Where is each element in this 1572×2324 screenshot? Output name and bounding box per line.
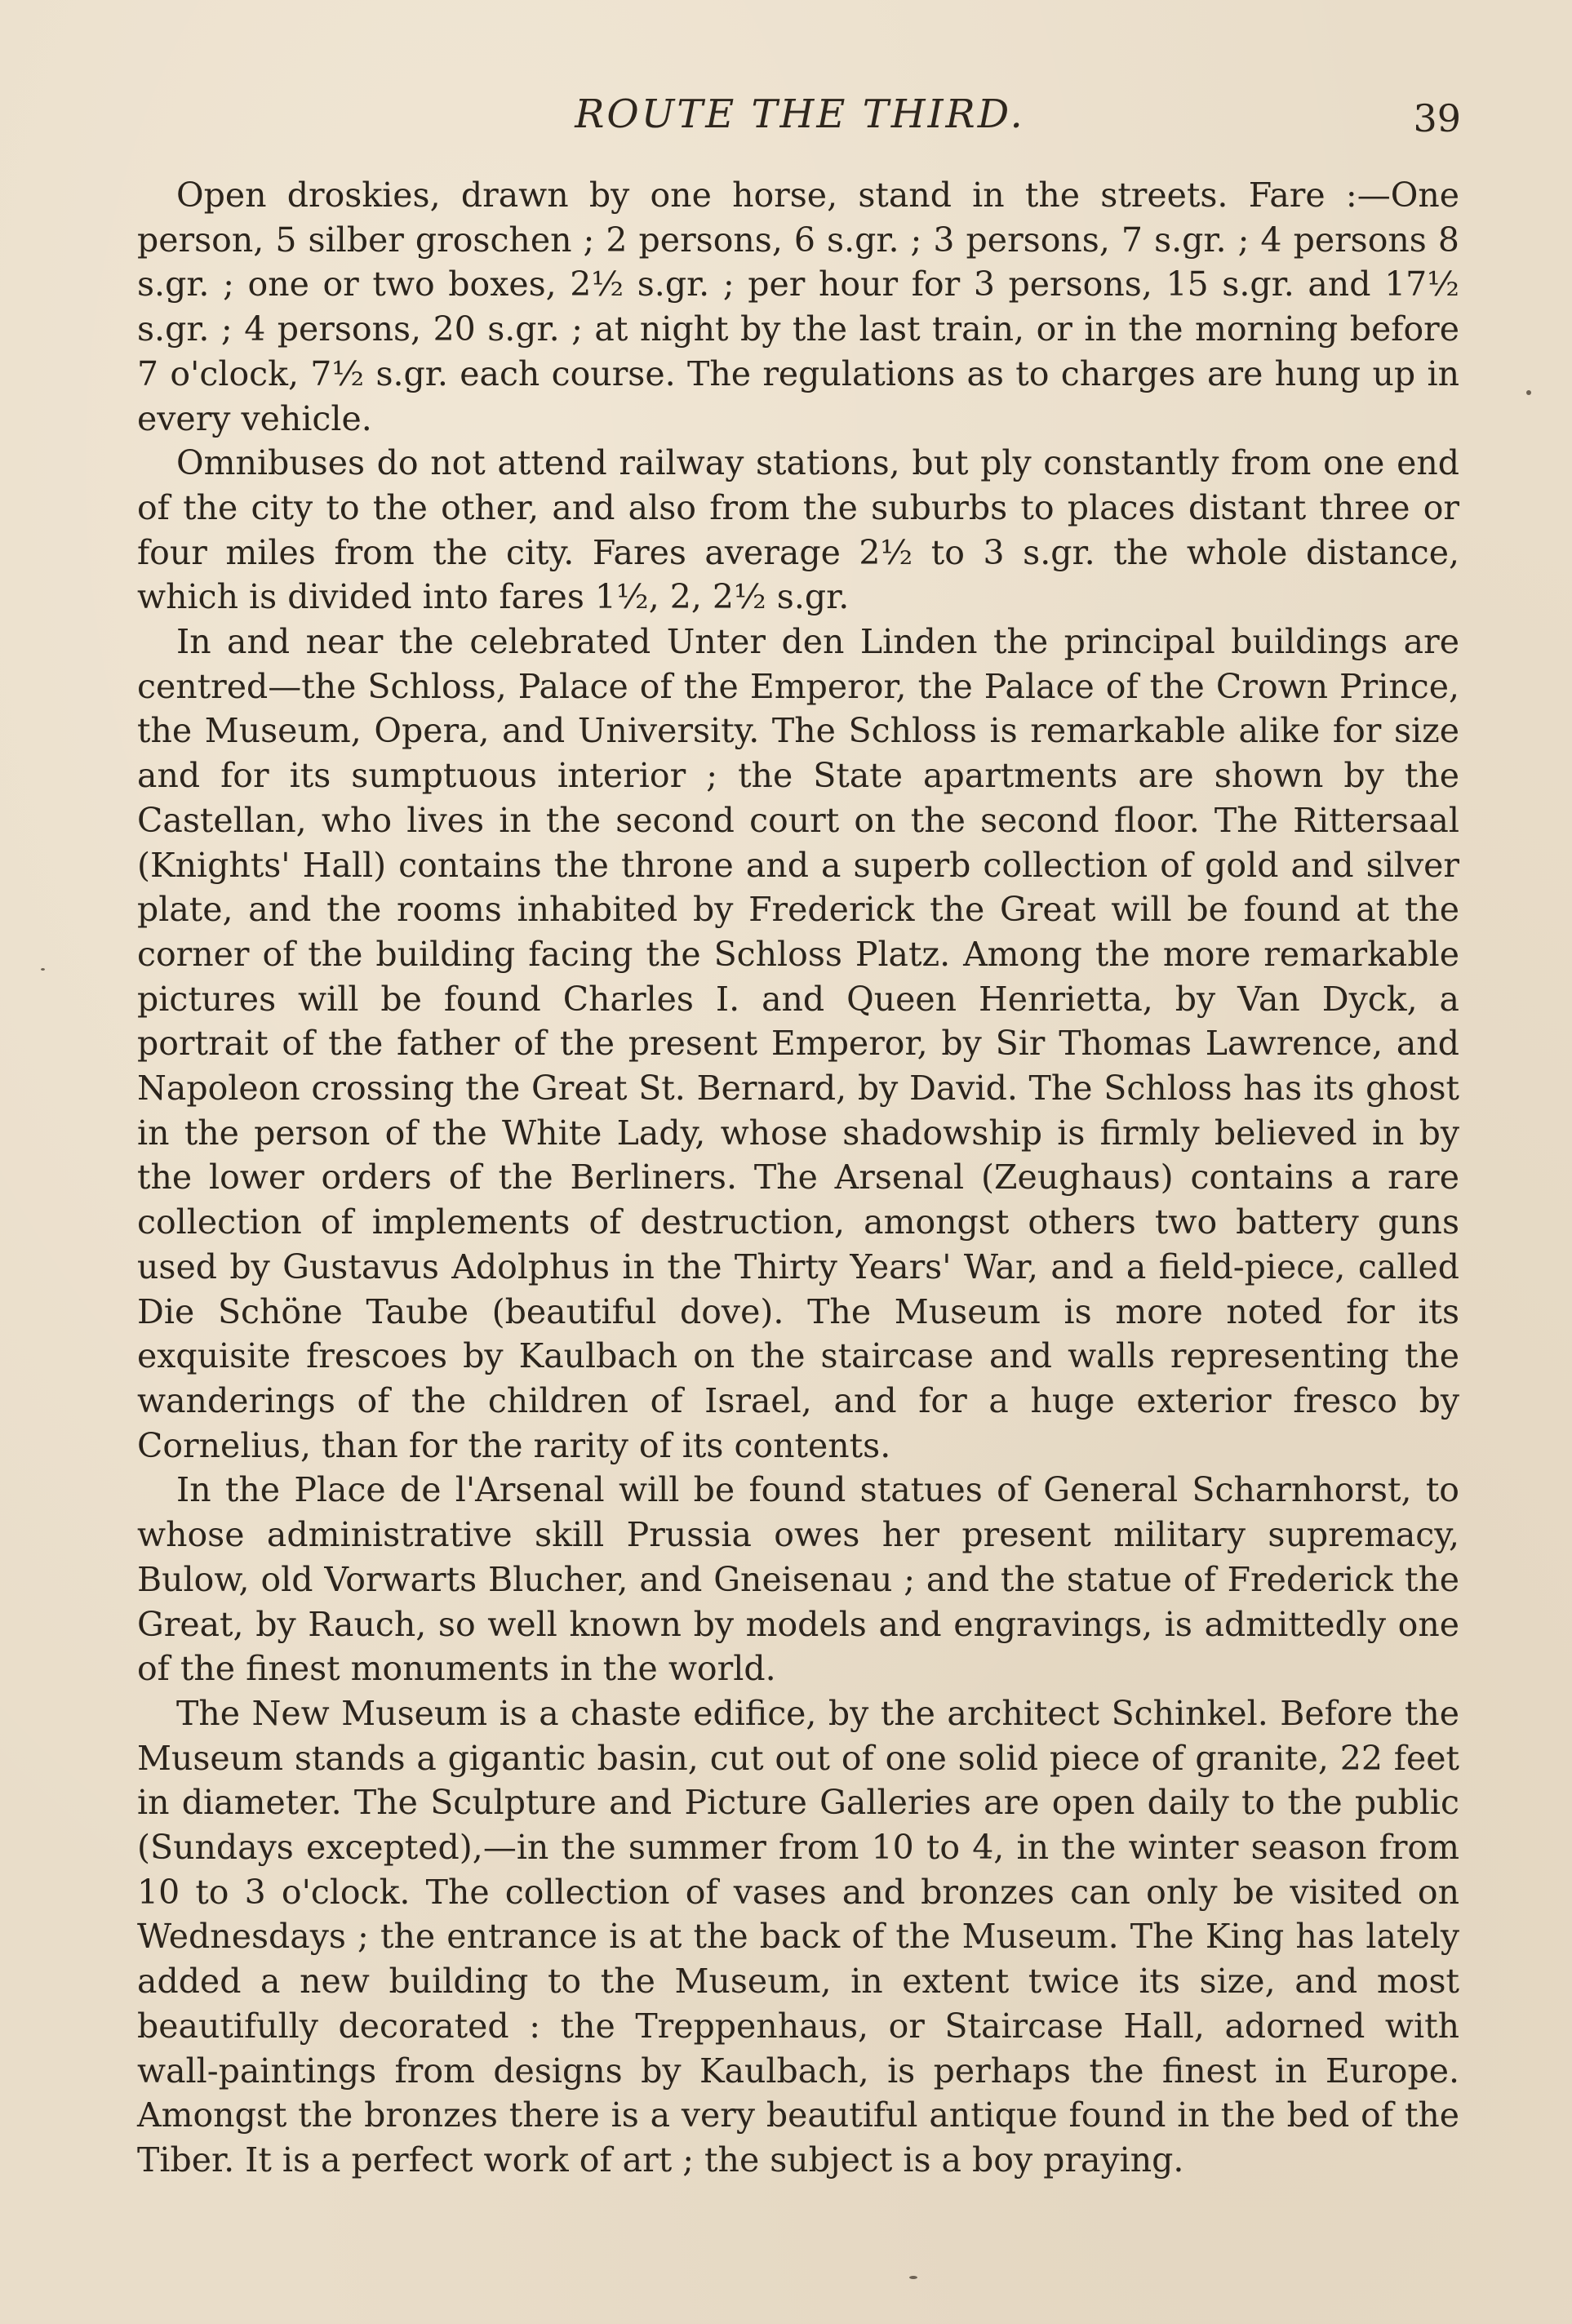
paper-speck <box>909 2276 917 2279</box>
paragraph-new-museum: The New Museum is a chaste edifice, by the architect Schinkel. Before the Museum stands a gigantic basin, cut out of one solid piece of granite, 22 feet in diameter. The Sculpture and Picture Galleries are open daily to the public (Sundays excepted),—in the summer from 10 to 4, in the winter season from 10 to 3 o'clock. The collection of vases and bronzes can only be visited on Wednesdays ; the entrance is at the back of the Museum. The King has lately added a new building to the Museum, in extent twice its size, and most beautifully decorated : the Treppenhaus, or Staircase Hall, adorned with wall-paintings from designs by Kaulbach, is perhaps the finest in Europe. Amongst the bronzes there is a very beautiful antique found in the bed of the Tiber. It is a perfect work of art ; the subject is a boy praying. <box>137 1693 1459 2180</box>
paragraph-unter-den-linden: In and near the celebrated Unter den Linden the principal buildings are centred—the Schloss, Palace of the Emperor, the Palace of the Crown Prince, the Museum, Opera, and University. The Schloss is remarkable alike for size and for its sumptuous interior ; the State apartments are shown by the Castellan, who lives in the second court on the second floor. The Rittersaal (Knights' Hall) contains the throne and a superb collection of gold and silver plate, and the rooms inhabited by Frederick the Great will be found at the corner of the building facing the Schloss Platz. Among the more remarkable pictures will be found Charles I. and Queen Henrietta, by Van Dyck, a portrait of the father of the present Emperor, by Sir Thomas Lawrence, and Napoleon crossing the Great St. Bernard, by David. The Schloss has its ghost in the person of the White Lady, whose shadowship is firmly believed in by the lower orders of the Berliners. The Arsenal (Zeughaus) contains a rare collection of implements of destruction, amongst others two battery guns used by Gustavus Adolphus in the Thirty Years' War, and a field-piece, called Die Schöne Taube (beautiful dove). The Museum is more noted for its exquisite frescoes by Kaulbach on the staircase and walls representing the wanderings of the children of Israel, and for a huge exterior fresco by Cornelius, than for the rarity of its contents. <box>137 622 1459 1465</box>
paper-speck <box>1526 390 1531 395</box>
paragraph-droskies: Open droskies, drawn by one horse, stand in the streets. Fare :—One person, 5 silber groschen ; 2 persons, 6 s.gr. ; 3 persons, 7 s.gr. ; 4 persons 8 s.gr. ; one or two boxes, 2½ s.gr. ; per hour for 3 persons, 15 s.gr. and 17½ s.gr. ; 4 persons, 20 s.gr. ; at night by the last train, or in the morning before 7 o'clock, 7½ s.gr. each course. The regulations as to charges are hung up in every vehicle. <box>137 176 1459 438</box>
body-text <box>137 173 1459 2183</box>
running-head <box>139 91 1461 149</box>
running-title: ROUTE THE THIRD. <box>575 91 1025 137</box>
page-number: 39 <box>1413 96 1461 140</box>
paper-speck <box>41 968 45 971</box>
paragraph-omnibuses: Omnibuses do not attend railway stations, but ply constantly from one end of the city to the other, and also from the suburbs to places distant three or four miles from the city. Fares average 2½ to 3 s.gr. the whole distance, which is divided into fares 1½, 2, 2½ s.gr. <box>137 443 1459 617</box>
paragraph-place-de-larsenal: In the Place de l'Arsenal will be found statues of General Scharnhorst, to whose administrative skill Prussia owes her present military supremacy, Bulow, old Vorwarts Blucher, and Gneisenau ; and the statue of Frederick the Great, by Rauch, so well known by models and engravings, is admittedly one of the finest monuments in the world. <box>137 1470 1459 1689</box>
